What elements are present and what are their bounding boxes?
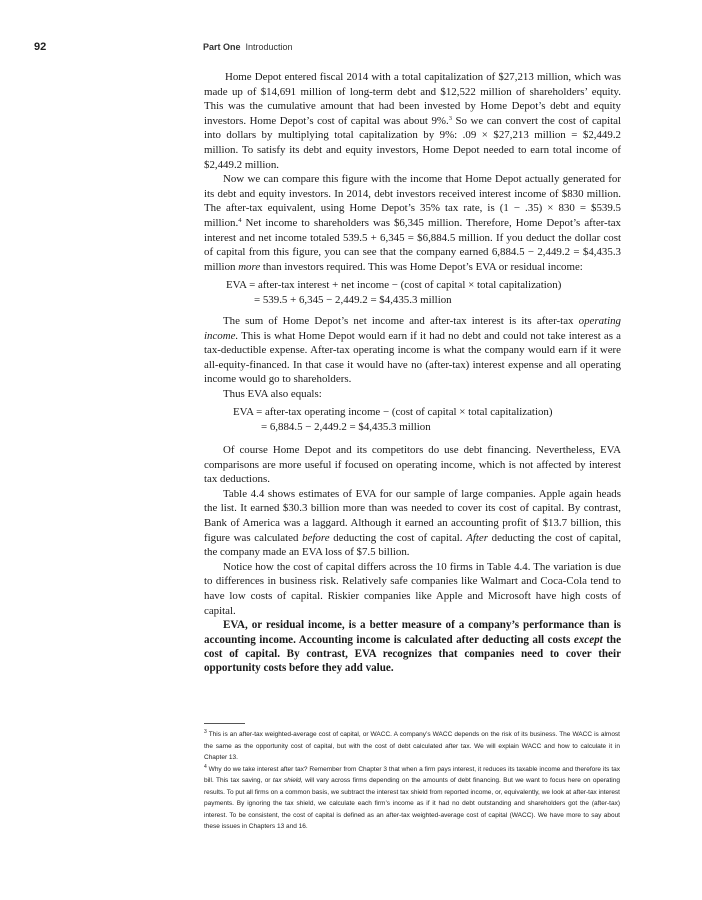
key-point-paragraph: EVA, or residual income, is a better measure of a company’s performance than is accounting income. Accounting income is calculated after deducting all costs except the cost of capital. By contrast, EVA recognizes that companies need to cover their opportunity costs before they add value. — [204, 619, 621, 675]
footnote-divider — [204, 723, 245, 724]
equation-line: EVA = after-tax operating income − (cost of capital × total capitalization) — [233, 406, 553, 419]
equation-line: = 6,884.5 − 2,449.2 = $4,435.3 million — [261, 421, 431, 434]
paragraph: Now we can compare this figure with the income that Home Depot actually generated for its debt and equity investors. In 2014, debt investors received interest income of $830 million. The after-tax equivalent, using Home Depot’s 35% tax rate, is (1 − .35) × 830 = $539.5 million.$^4$ Net income to shareholders was $6,345 million. Therefore, Home Depot’s after-tax interest and net income totaled 539.5 + 6,345 = $6,884.5 million. If you deduct the dollar cost of capital from this figure, you can see that the company earned 6,884.5 − 2,449.2 = $4,435.3 million more than investors required. This was Home Depot’s EVA or residual income: — [204, 173, 621, 273]
part-label: Part One — [203, 42, 241, 52]
page-number: 92 — [34, 41, 47, 53]
equation-eva-2 — [204, 405, 621, 435]
footnote-4: $^4$ Why do we take interest after tax? Remember from Chapter 3 that when a firm pays interest, it reduces its taxable income and therefore its tax bill. This tax saving, or tax shield, will vary across firms depending on the amounts of debt financing. But we want to focus here on operating results. To put all firms on a common basis, we subtract the interest tax shield from reported income, or, equivalently, we look at after-tax interest payments. By ignoring the tax shield, we calculate each firm’s income as if it had no debt outstanding and shareholders got the (after-tax) interest. To be consistent, the cost of capital is defined as an after-tax weighted-average cost of capital (WACC). We have more to say about these issues in Chapters 13 and 16. — [204, 763, 620, 830]
section-title: Introduction — [245, 42, 293, 52]
footnote-ref: 4 — [238, 216, 242, 224]
body-text — [204, 70, 621, 676]
footnote-3: $^3$ This is an after-tax weighted-average cost of capital, or WACC. A company’s WACC depends on the risk of its business. The WACC is almost the same as the opportunity cost of capital, but with the cost of debt calculated after tax. We will explain WACC and how to calculate it in Chapter 13. — [204, 729, 620, 761]
equation-line: = 539.5 + 6,345 − 2,449.2 = $4,435.3 million — [254, 294, 452, 307]
footnote-ref: 3 — [448, 114, 452, 122]
equation-line: EVA = after-tax interest + net income − (cost of capital × total capitalization) — [226, 279, 562, 292]
paragraph: The sum of Home Depot’s net income and after-tax interest is its after-tax operating income. This is what Home Depot would earn if it had no debt and could not take interest as a tax-deductible expense. After-tax operating income is what the company would earn if it were all-equity-financed. In that case it would have no (after-tax) interest expense and all operating income would go to shareholders. — [204, 314, 621, 386]
running-header — [203, 42, 293, 52]
paragraph: Notice how the cost of capital differs across the 10 firms in Table 4.4. The variation is due to differences in business risk. Relatively safe companies like Walmart and Coca-Cola tend to have low costs of capital. Riskier companies like Apple and Microsoft have high costs of capital. — [204, 560, 621, 617]
paragraph: Of course Home Depot and its competitors do use debt financing. Nevertheless, EVA comparisons are more useful if focused on operating income, which is not affected by interest tax deductions. — [204, 444, 621, 486]
footnotes — [204, 729, 620, 833]
paragraph: Home Depot entered fiscal 2014 with a total capitalization of $27,213 million, which was made up of $14,691 million of long-term debt and $12,522 million of shareholders’ equity. This was the cumulative amount that had been invested by Home Depot’s debt and equity investors. Home Depot’s cost of capital was about 9%.$^3$ So we can convert the cost of capital into dollars by multiplying total capitalization by 9%: .09 × $27,213 million = $2,449.2 million. To satisfy its debt and equity investors, Home Depot needed to earn total income of $2,449.2 million. — [204, 71, 621, 171]
paragraph: Thus EVA also equals: — [223, 387, 322, 400]
paragraph: Table 4.4 shows estimates of EVA for our sample of large companies. Apple again heads the list. It earned $30.3 billion more than was needed to cover its cost of capital. By contrast, Bank of America was a laggard. Although it earned an accounting profit of $13.7 billion, this figure was calculated before deducting the cost of capital. After deducting the cost of capital, the company made an EVA loss of $7.5 billion. — [204, 487, 621, 559]
equation-eva-1 — [204, 278, 621, 308]
